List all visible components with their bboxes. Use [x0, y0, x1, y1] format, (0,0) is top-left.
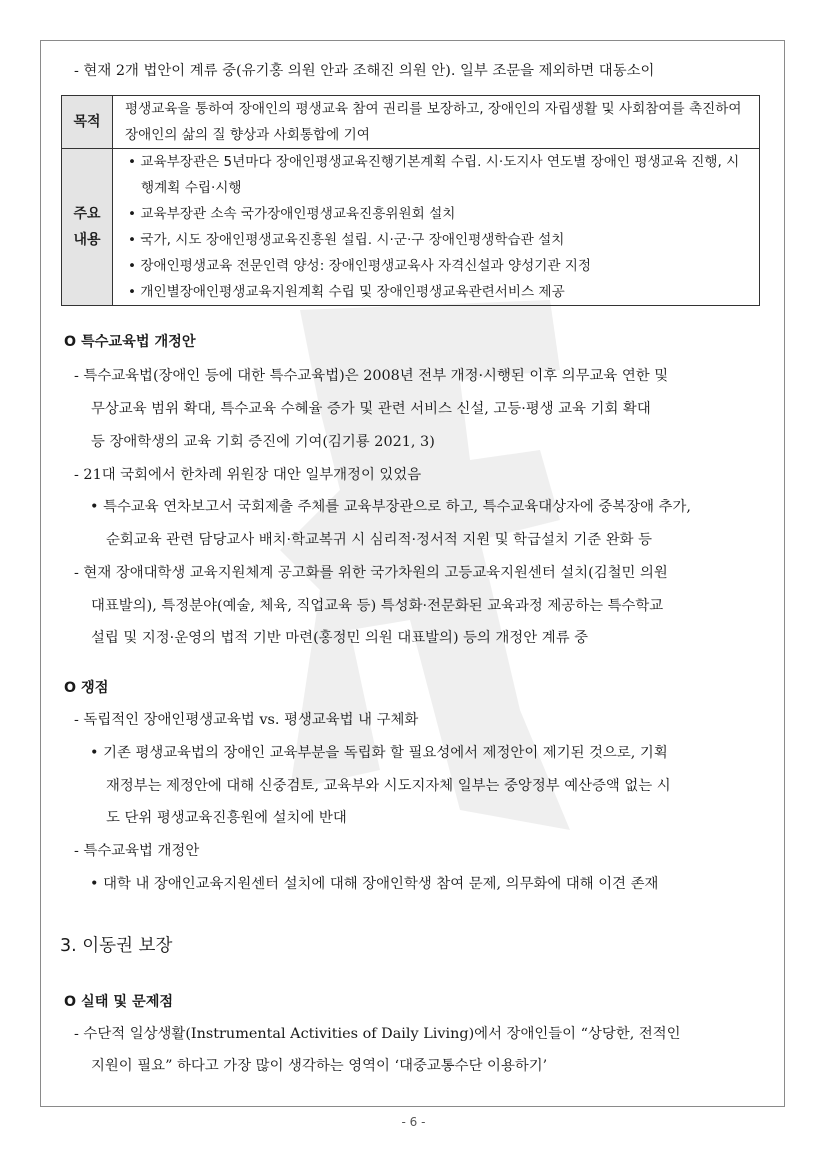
- issue-line: 도 단위 평생교육진흥원에 설치에 반대: [106, 810, 347, 826]
- status-line: - 수단적 일상생활(Instrumental Activities of Daily Living)에서 장애인들이 “상당한, 전적인: [74, 1026, 681, 1042]
- content-items: [113, 149, 760, 306]
- issue-line: - 독립적인 장애인평생교육법 vs. 평생교육법 내 구체화: [74, 712, 419, 728]
- content-item: • 장애인평생교육 전문인력 양성: 장애인평생교육사 자격신설과 양성기관 지정: [128, 258, 592, 274]
- issue-line: 재정부는 제정안에 대해 신중검토, 교육부와 시도지자체 일부는 중앙정부 예산증액 없는 시: [106, 778, 671, 794]
- issue-line: • 대학 내 장애인교육지원센터 설치에 대해 장애인학생 참여 문제, 의무화에 대해 이견 존재: [90, 876, 659, 892]
- special-ed-line: 순회교육 관련 담당교사 배치·학교복귀 시 심리적·정서적 지원 및 학급설치 기준 완화 등: [106, 532, 653, 548]
- section-3-title: 3. 이동권 보장: [60, 936, 173, 956]
- special-ed-line: 무상교육 범위 확대, 특수교육 수혜율 증가 및 관련 서비스 신설, 고등·평생 교육 기회 확대: [91, 401, 651, 417]
- content-item: • 교육부장관 소속 국가장애인평생교육진흥위원회 설치: [128, 206, 456, 222]
- content-item: • 교육부장관은 5년마다 장애인평생교육진행기본계획 수립. 시·도지사 연도별 장애인 평생교육 진행, 시행계획 수립·시행: [128, 154, 740, 196]
- special-ed-heading: O 특수교육법 개정안: [64, 334, 196, 350]
- special-ed-line: 등 장애학생의 교육 기회 증진에 기여(김기룡 2021, 3): [91, 434, 435, 450]
- content-item: • 개인별장애인평생교육지원계획 수립 및 장애인평생교육관련서비스 제공: [128, 284, 565, 300]
- issue-line: • 기존 평생교육법의 장애인 교육부분을 독립화 할 필요성에서 제정안이 제기된 것으로, 기획: [90, 745, 668, 761]
- special-ed-line: - 특수교육법(장애인 등에 대한 특수교육법)은 2008년 전부 개정·시행된 이후 의무교육 연한 및: [74, 368, 669, 384]
- special-ed-line: - 현재 장애대학생 교육지원체계 공고화를 위한 국가차원의 고등교육지원센터 설치(김철민 의원: [74, 565, 668, 581]
- status-heading: O 실태 및 문제점: [64, 994, 174, 1010]
- issue-heading: O 쟁점: [64, 680, 109, 696]
- page-number: - 6 -: [401, 1115, 426, 1129]
- status-line: 지원이 필요” 하다고 가장 많이 생각하는 영역이 ‘대중교통수단 이용하기’: [91, 1058, 548, 1074]
- intro-line: - 현재 2개 법안이 계류 중(유기홍 의원 안과 조해진 의원 안). 일부 조문을 제외하면 대동소이: [74, 63, 655, 79]
- issue-line: - 특수교육법 개정안: [74, 843, 200, 859]
- special-ed-line: 대표발의), 특정분야(예술, 체육, 직업교육 등) 특성화·전문화된 교육과정 제공하는 특수학교: [91, 598, 664, 614]
- purpose-label: 목적: [62, 96, 113, 149]
- content-label: [62, 149, 113, 306]
- bill-summary-table: [61, 95, 760, 306]
- special-ed-line: - 21대 국회에서 한차례 위원장 대안 일부개정이 있었음: [74, 467, 422, 483]
- special-ed-line: 설립 및 지정·운영의 법적 기반 마련(홍정민 의원 대표발의) 등의 개정안 계류 중: [91, 630, 589, 646]
- content-item: • 국가, 시도 장애인평생교육진흥원 설립. 시·군·구 장애인평생학습관 설치: [128, 232, 565, 248]
- purpose-text: 평생교육을 통하여 장애인의 평생교육 참여 권리를 보장하고, 장애인의 자립생활 및 사회참여를 촉진하여 장애인의 삶의 질 향상과 사회통합에 기여: [113, 96, 760, 149]
- special-ed-line: • 특수교육 연차보고서 국회제출 주체를 교육부장관으로 하고, 특수교육대상자에 중복장애 추가,: [90, 499, 691, 515]
- content-label-text: 주요 내용: [73, 206, 101, 248]
